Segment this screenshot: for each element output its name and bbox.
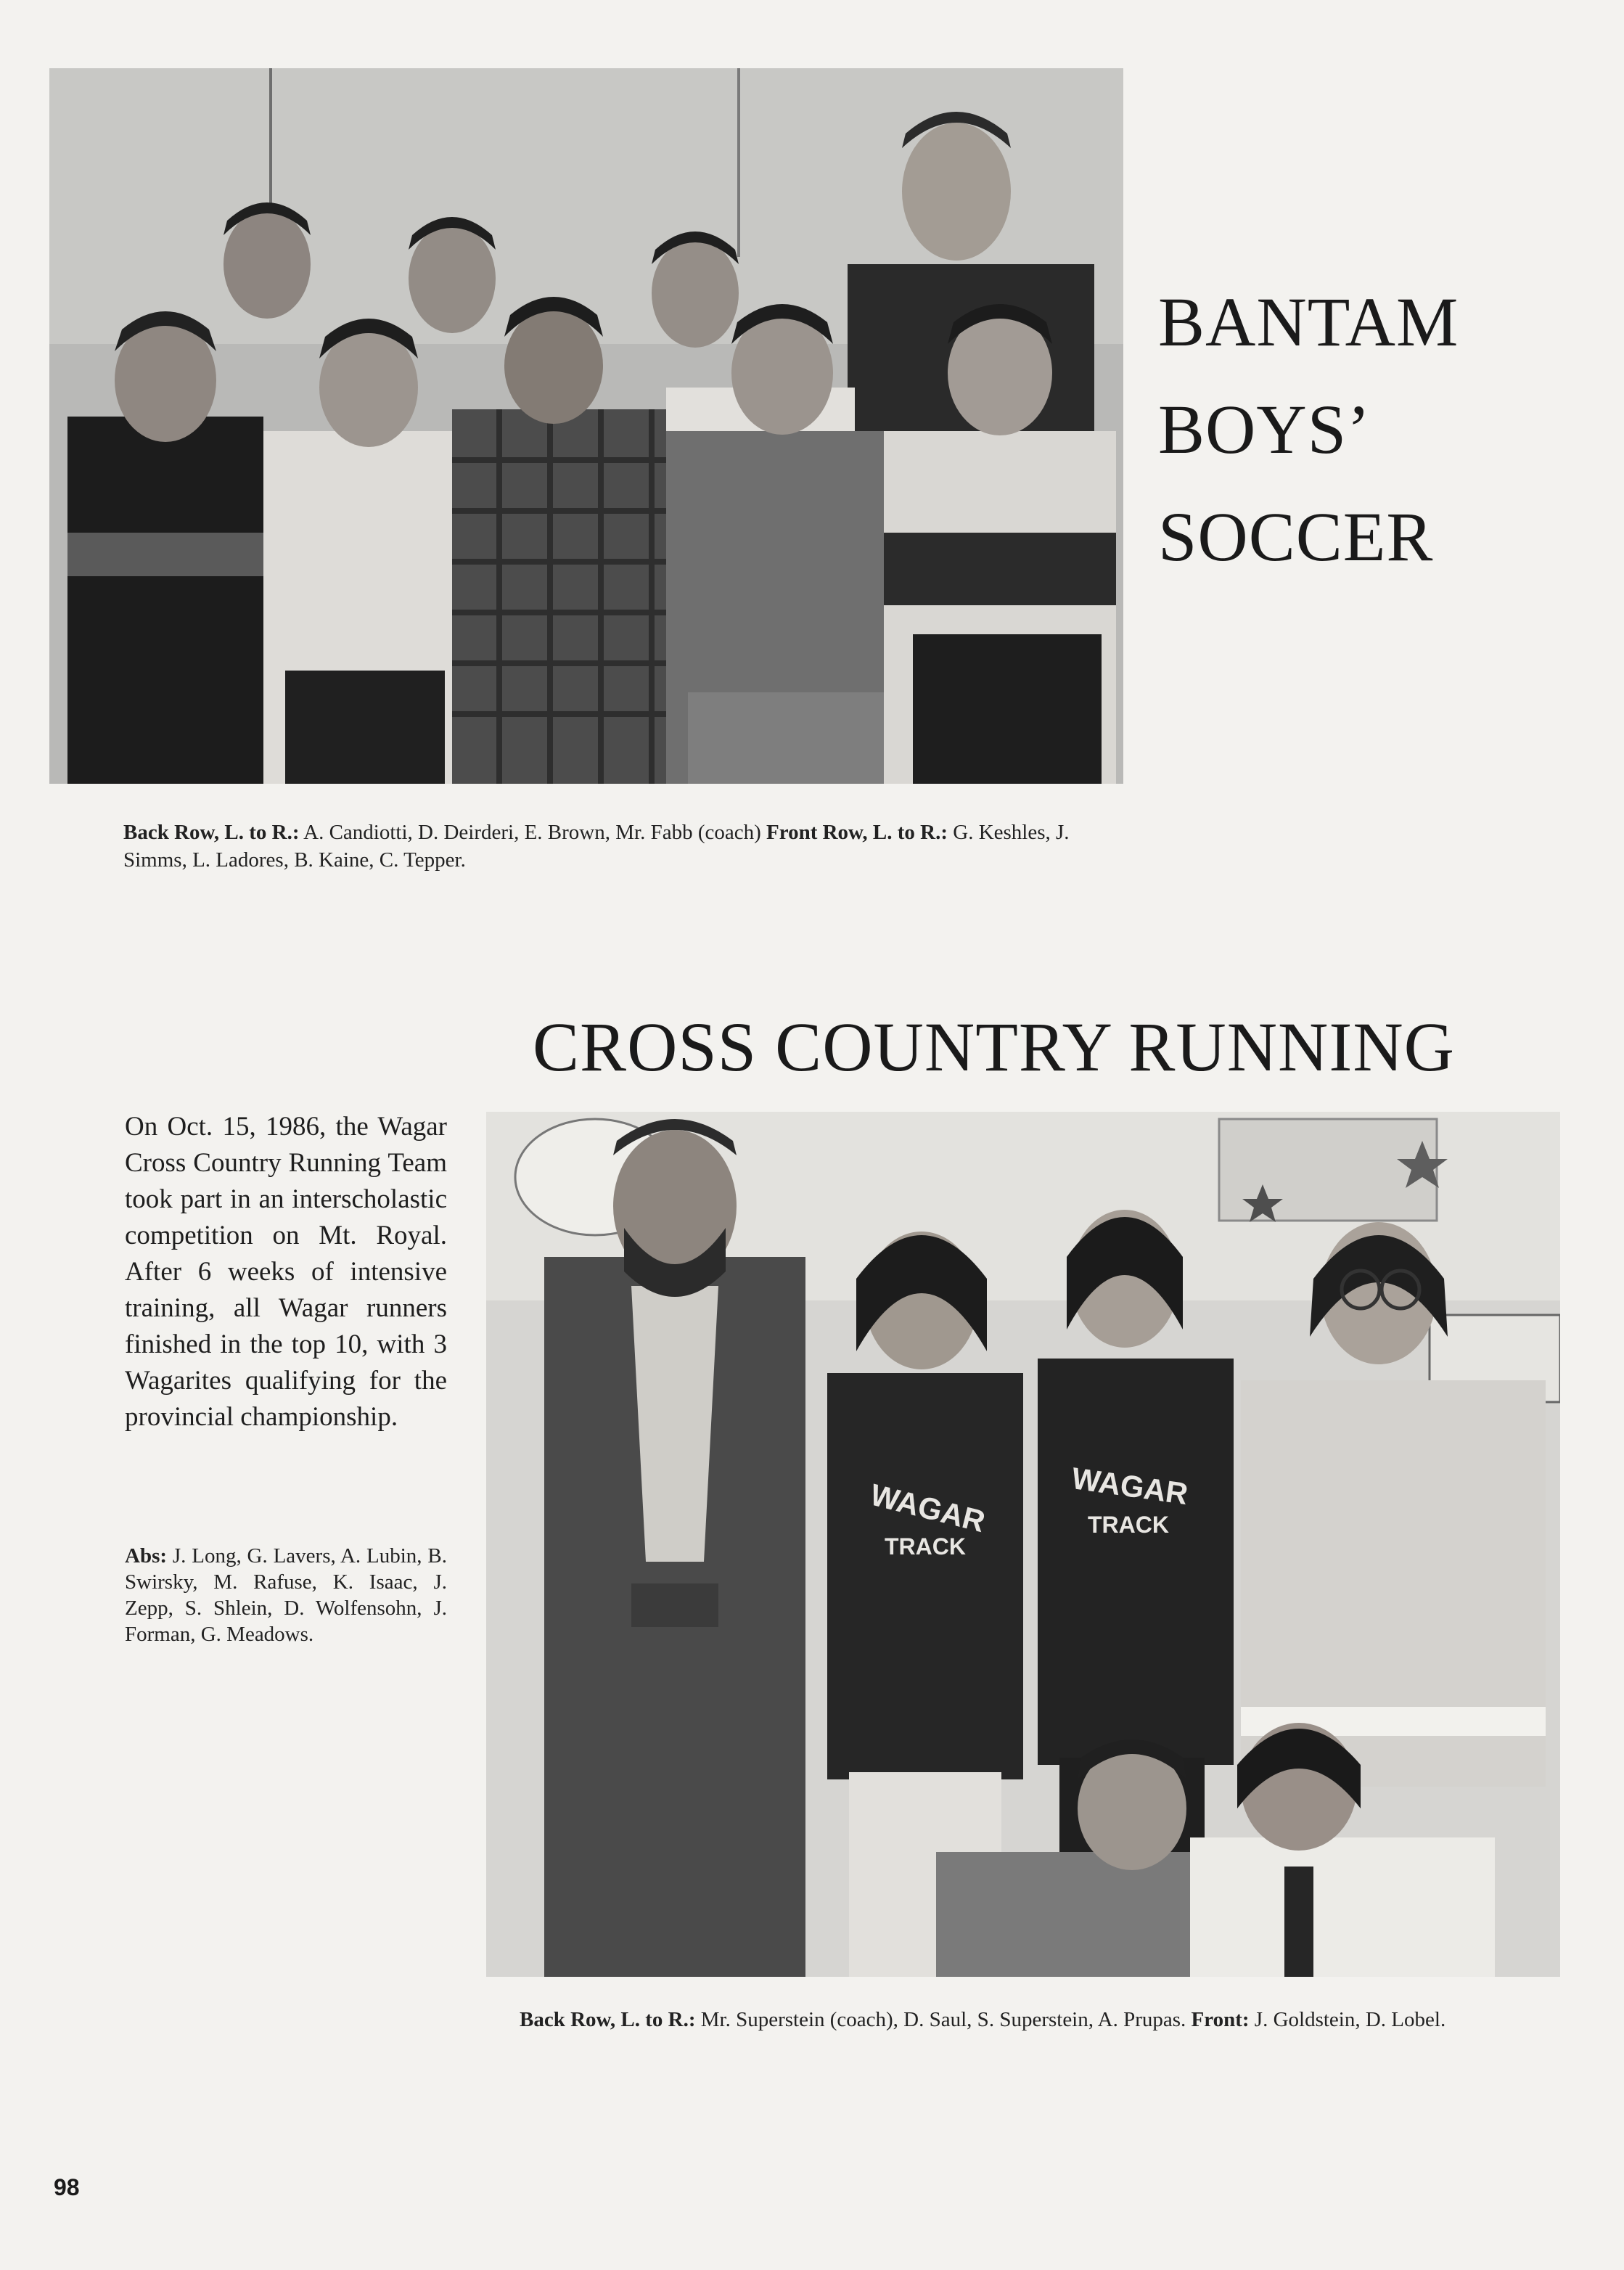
page-number: 98 — [54, 2174, 80, 2200]
soccer-photo-caption — [123, 819, 1096, 874]
soccer-title-line: BOYS’ — [1158, 390, 1371, 468]
soccer-title-line: BANTAM — [1158, 283, 1459, 361]
caption-back-row-names: Mr. Superstein (coach), D. Saul, S. Superstein, A. Prupas. — [695, 2008, 1192, 2031]
cross-country-photo-caption — [520, 2006, 1535, 2033]
soccer-section-title — [1158, 269, 1564, 591]
caption-front-row-names: G. Keshles, J. Simms, L. Ladores, B. Kaine, C. Tepper. — [123, 821, 1070, 872]
caption-back-row-label: Back Row, L. to R.: — [520, 2008, 696, 2031]
caption-back-row-label: Back Row, L. to R.: — [123, 821, 300, 844]
shirt-text-wagar: WAGAR — [1070, 1461, 1191, 1512]
cross-country-photo-illustration — [486, 1112, 1560, 1977]
shirt-text-track: TRACK — [1088, 1512, 1169, 1538]
soccer-photo-illustration — [49, 68, 1123, 784]
shirt-text-track: TRACK — [885, 1533, 966, 1560]
absent-label: Abs: — [125, 1544, 168, 1568]
caption-front-label: Front: — [1191, 2008, 1250, 2031]
caption-front-names: J. Goldstein, D. Lobel. — [1249, 2008, 1446, 2031]
absent-names: J. Long, G. Lavers, A. Lubin, B. Swirsky, M. Rafuse, K. Isaac, J. Zepp, S. Shlein, D. Wolfensohn, J. Forman, G. Meadows. — [125, 1544, 447, 1646]
soccer-team-photo — [49, 68, 1123, 784]
caption-front-row-label: Front Row, L. to R.: — [766, 821, 948, 844]
shirt-text-wagar: WAGAR — [866, 1477, 989, 1539]
cross-country-team-photo — [486, 1112, 1560, 1977]
soccer-title-line: SOCCER — [1158, 498, 1434, 575]
cross-country-story: On Oct. 15, 1986, the Wagar Cross Country Running Team took part in an interscholastic competition on Mt. Royal. After 6 weeks of intensive training, all Wagar runners finished in the top 10, with 3 Wagarites qualifying for the provincial championship. — [125, 1112, 447, 1432]
caption-back-row-names: A. Candiotti, D. Deirderi, E. Brown, Mr. Fabb (coach) — [299, 821, 767, 844]
cross-country-section-title: CROSS COUNTRY RUNNING — [533, 1008, 1455, 1086]
cross-country-absent-list — [125, 1543, 447, 1647]
